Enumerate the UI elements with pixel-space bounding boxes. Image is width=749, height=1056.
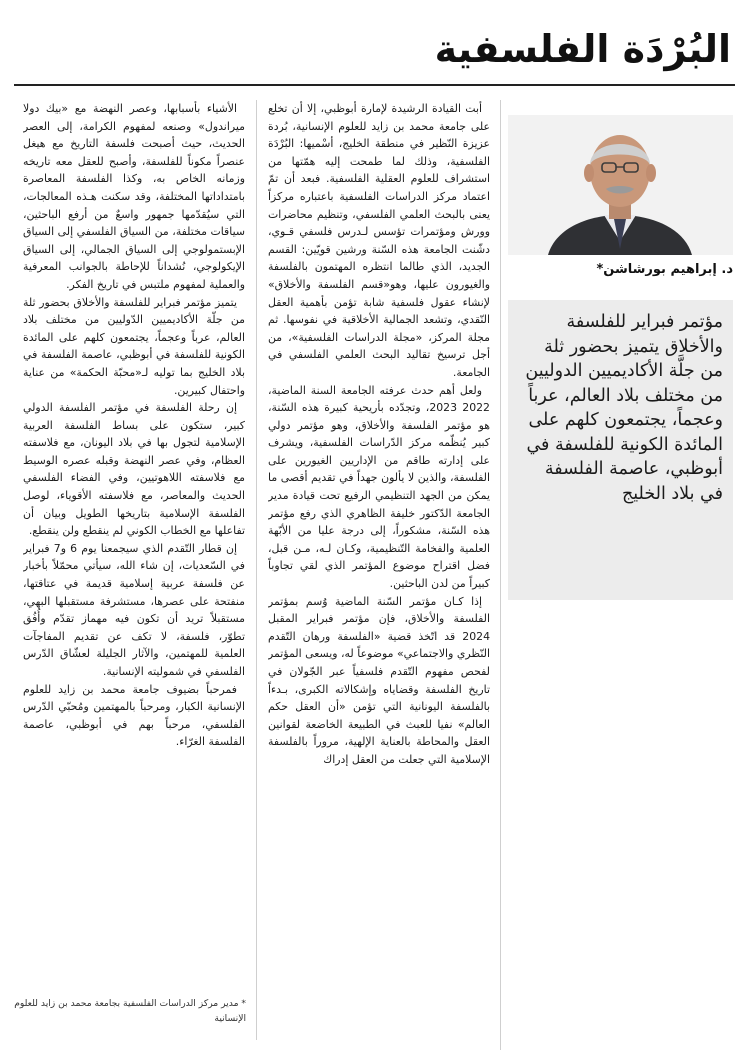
article-column-left	[23, 100, 245, 1008]
column-divider	[500, 100, 501, 1050]
author-footnote: * مدير مركز الدراسات الفلسفية بجامعة محمد بن زايد للعلوم الإنسانية	[14, 998, 246, 1024]
column-divider	[256, 100, 257, 1040]
portrait-image	[508, 115, 733, 255]
author-byline: د. إبراهيم بورشاشن*	[596, 262, 733, 277]
paragraph: ولعل أهم حدث عرفته الجامعة السنة الماضية، 2022 2023، وتجدّده بأريحية كبيرة هذه السّنة، هو مؤتمر الفلسفة والأخلاق، وهو مؤتمر دولي كبير يُنظّمه مركز الدّراسات الفلسفية، ويشرف على إدارته طاقم من الإداريين الغيورين على الفلسفة، والذين لا يألون جهداً في تقديم أقصى ما يمكن من الجهد التنظيمي الرفيع تحت قيادة مدير الجامعة الدّكتور خليفة الظاهري الذي رفع مؤتمر هذه السّنة، مشكوراً، إلى درجة عليا من الأبّهة العلمية والفخامة التّنظيمية، وكـان لـه، مـن قبل، فضل اقتراح موضوع المؤتمر الذي لقي تجاوباً كبيراً من لدن الباحثين.	[268, 383, 490, 591]
pull-quote: مؤتمر فبراير للفلسفة والأخلاق يتميز بحضور ثلة من جلَّة الأكاديميين الدوليين من مختلف بلاد العالم، عرباً وعجماً، يجتمعون كلهم على المائدة الكونية للفلسفة في أبوظبي، عاصمة الفلسفة في بلاد الخليج	[508, 300, 733, 600]
article-column-right	[268, 100, 490, 1050]
paragraph: إذا كـان مؤتمر السّنة الماضية وُسم بمؤتمر الفلسفة والأخلاق، فإن مؤتمر فبراير المقبل 2024 قد اتّخذ قضية «الفلسفة ورهان التّقدم النّظري والاجتماعي» موضوعاً له، ويسعى المؤتمر لفحص مفهوم التّقدم فلسفياً عبر الجّولان في تاريخ الفلسفة وقضاياه وإشكالاته الكبرى، بـدءاً بالفلسفة اليونانية التي تؤمن «أن العقل حكم العالم» نفيا للعبث في الطبيعة الخاضعة لقوانين العقل والمحاطة بالعناية الإلهية، مروراً بالفلسفة الإسلامية التي جعلت من العقل إدراك	[268, 594, 490, 766]
article-title: البُرْدَة الفلسفية	[434, 27, 731, 71]
paragraph: أبت القيادة الرشيدة لإمارة أبوظبي، إلا أن تخلع على جامعة محمد بن زايد للعلوم الإنسانية، بُردة عزيزة النّظير في منطقة الخليج، أسْميها: البُرْدَة الفلسفية، وذلك لما طمحت إليه همّتها من استشراف للعلوم العقلية الفلسفية. فبعد أن تمّ اعتماد مركز الدراسات الفلسفية باعتباره مركزاً يعنى بالبحث العلمي الفلسفي، وتنظيم محاضرات وورش ومؤتمرات تؤسس لـدرس فلسفي قـوي، دشّنت الجامعة هذه السّنة ورشين قويّين: القسم الجديد، الذي طالما انتظره المهتمون بالفلسفة والغيورون عليها، وهو«قسم الفلسفة والأخلاق» لإنشاء عقول فلسفية شابة تؤمن بأهمية العقل النّقدي، وتشعد الجمالية الأخلاقية في نفوسها. ثم مجلة المركز، «مجلة الدراسات الفلسفية»، من أجل ترسيخ تقاليد البحث العلمي الفلسفي في الجامعة.	[268, 102, 490, 379]
paragraph: الأشياء بأسبابها، وعصر النهضة مع «بيك دولا ميراندول» وصنعه لمفهوم الكرامة، إلى العصر الحديث، حيث أصبحت فلسفة التاريخ مع هيغل عنصراً مكوناً للفلسفة، وأصبح للعقل معه تاريخه وزمانه الخاص به، وكذا الفلسفة المعاصرة بامتداداتها المختلفة، وقد سكنت هـذه المعالجات، التي سيُقدّمها جمهور واسعٌ من أرفع الباحثين، سياقات مختلفة، من السياق الفلسفي إلى السياق الإبستمولوجي إلى السياق الجمالي، إلى السياق الإيكولوجي، نُشداناً للإحاطة بالجوانب المعرفية والعملية لمفهوم ملتبس في تاريخ الفكر.	[23, 102, 245, 291]
paragraph: يتميز مؤتمر فبراير للفلسفة والأخلاق بحضور ثلة من جلّة الأكاديميين الدّوليين من مختلف بلاد العالم، عرباً وعجماً، يجتمعون كلهم على المائدة الكونية للفلسفة في أبوظبي، عاصمة الفلسفة في بلاد الخليج بما توليه لـ«محبّة الحكمة» من عناية واحتفال كبيرين.	[23, 295, 245, 397]
title-rule	[14, 84, 735, 86]
paragraph: إن رحلة الفلسفة في مؤتمر الفلسفة الدولي كبير، ستكون على بساط الفلسفة العربية الإسلامية لتجول بها في بلاد اليونان، مع فلاسفته العظام، وفي عصر النهضة وقبله عصره الوسيط مع فلاسفته اللاهوتيين، وفي الفضاء الفلسفي الحديث والمعاصر، مع فلاسفته الأقوياء، لوصل الفلسفة الإسلامية بتاريخها الطويل وبيان أن تفاعلها مع الخطاب الكوني لم ينقطع ولن ينقطع.	[23, 401, 245, 538]
author-photo	[508, 115, 733, 255]
paragraph: فمرحباً بضيوف جامعة محمد بن زايد للعلوم الإنسانية الكبار، ومرحباً بالمهتمين ومُحبّي الدّرس الفلسفي، مرحباً بهم في أبوظبي، عاصمة الفلسفة الغرّاء.	[23, 682, 245, 749]
paragraph: إن قطار التّقدم الذي سيجمعنا يوم 6 و7 فبراير في السّعديات، إن شاء الله، سيأتي محمّلاً بأخبار عن فلسفة عربية إسلامية قديمة في عتاقتها، منفتحة على عصرها، مستشرفة مستقبلها البهي، مستقبلاً تريد أن تكون فيه مهماز تقدّم وأُفُق تطوّر، فلسفة، لا تكف عن تقديم المفاجآت العلمية للمهتمين، والآثار الجليلة لعشّاق الدّرس الفلسفي في شموليته الإنسانية.	[23, 541, 245, 678]
